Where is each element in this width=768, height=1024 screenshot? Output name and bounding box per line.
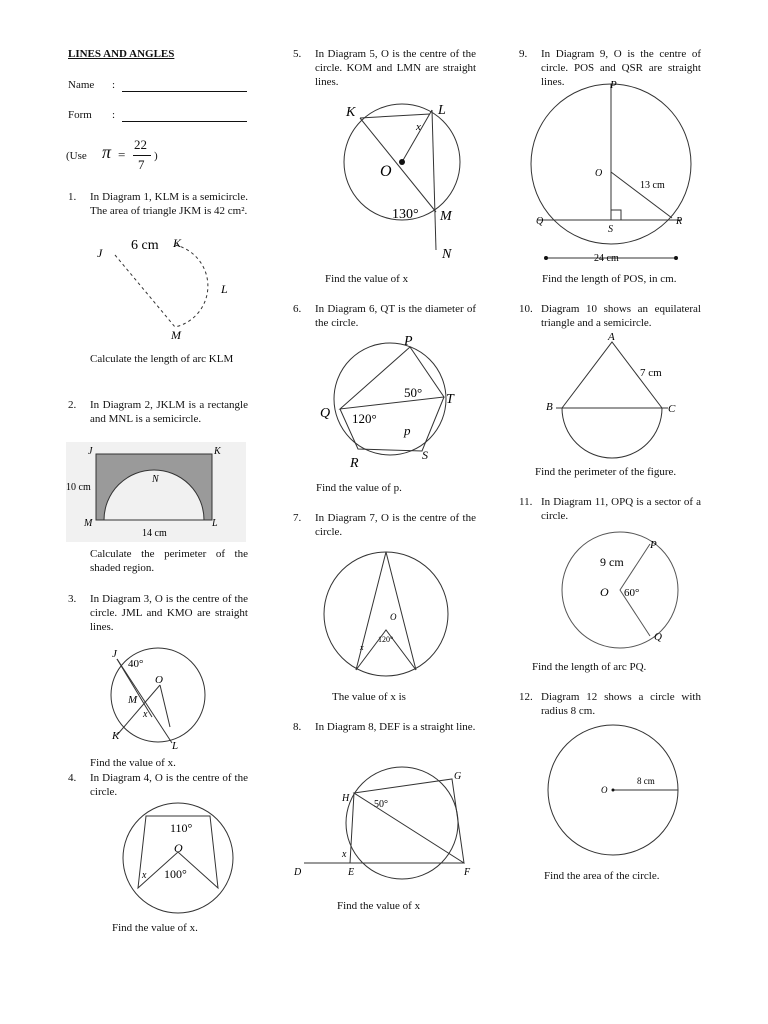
pi-note-prefix: (Use — [66, 150, 87, 162]
label-L: L — [438, 103, 446, 118]
caption-7: The value of x is — [332, 691, 406, 703]
label-60deg: 60° — [624, 587, 640, 599]
question-11 — [519, 495, 701, 523]
label-O: O — [155, 674, 163, 686]
question-text: In Diagram 2, JKLM is a rectangle and MNL is a semicircle. — [90, 399, 248, 425]
question-number: 7. — [293, 512, 302, 524]
label-J: J — [97, 246, 103, 260]
diagram-2 — [66, 442, 246, 542]
label-K: K — [214, 446, 221, 457]
label-x: x — [360, 643, 364, 652]
label-100deg: 100° — [164, 867, 187, 881]
label-110deg: 110° — [170, 821, 193, 835]
label-L: L — [212, 518, 218, 529]
question-number: 6. — [293, 303, 302, 315]
pi-note — [66, 138, 176, 174]
question-7 — [293, 511, 476, 539]
label-K: K — [112, 730, 120, 742]
question-text: In Diagram 1, KLM is a semicircle. The area of triangle JKM is 42 cm². — [90, 191, 248, 217]
question-text: In Diagram 9, O is the centre of circle. POS and QSR are straight lines. — [541, 48, 701, 88]
label-x: x — [416, 121, 421, 133]
question-number: 9. — [519, 48, 528, 60]
diagram-5 — [340, 100, 470, 260]
label-x: x — [142, 870, 147, 881]
label-L: L — [221, 282, 228, 296]
label-L: L — [172, 740, 179, 752]
question-10 — [519, 302, 701, 330]
question-8 — [293, 720, 476, 734]
label-p: p — [404, 423, 411, 438]
diagram-7 — [320, 550, 450, 680]
question-number: 1. — [68, 191, 77, 203]
label-K: K — [346, 105, 356, 120]
caption-8: Find the value of x — [337, 900, 421, 912]
label-S: S — [422, 448, 428, 462]
form-colon: : — [112, 109, 116, 121]
label-J: J — [112, 648, 117, 660]
diagram-6 — [318, 335, 463, 470]
diagram-9 — [532, 78, 702, 268]
question-2 — [68, 398, 248, 426]
label-13cm: 13 cm — [640, 180, 665, 191]
label-A: A — [608, 331, 615, 343]
label-E: E — [348, 867, 355, 878]
label-x: x — [342, 849, 347, 860]
caption-11: Find the length of arc PQ. — [532, 661, 647, 673]
label-D: D — [294, 867, 302, 878]
caption-10: Find the perimeter of the figure. — [535, 466, 677, 478]
pi-equals: = — [118, 147, 126, 162]
question-text: In Diagram 8, DEF is a straight line. — [315, 721, 476, 733]
question-1 — [68, 190, 248, 218]
label-M: M — [171, 328, 181, 342]
question-5 — [293, 47, 476, 89]
diagram-3 — [100, 645, 210, 755]
question-4 — [68, 771, 248, 799]
caption-9: Find the length of POS, in cm. — [542, 273, 677, 285]
label-O: O — [601, 785, 608, 795]
question-number: 5. — [293, 48, 302, 60]
label-O: O — [600, 585, 609, 599]
label-N: N — [152, 474, 159, 485]
question-text: In Diagram 5, O is the centre of the circle. KOM and LMN are straight lines. — [315, 48, 476, 88]
label-M: M — [84, 518, 93, 529]
question-number: 4. — [68, 772, 77, 784]
label-120deg: 120° — [352, 411, 377, 426]
label-O: O — [390, 612, 397, 622]
diagram-4 — [120, 800, 240, 915]
label-Q: Q — [320, 406, 331, 421]
pi-symbol: π — [102, 142, 112, 162]
label-J: J — [88, 446, 93, 457]
diagram-12 — [545, 722, 685, 862]
label-F: F — [464, 867, 471, 878]
label-N: N — [442, 247, 452, 262]
question-number: 3. — [68, 593, 77, 605]
label-K: K — [173, 236, 182, 250]
label-130deg: 130° — [392, 207, 419, 222]
label-8cm: 8 cm — [637, 776, 655, 786]
caption-3: Find the value of x. — [90, 757, 176, 769]
diagram-10 — [542, 330, 702, 460]
caption-1: Calculate the length of arc KLM — [90, 353, 234, 365]
question-text: In Diagram 3, O is the centre of the circle. JML and KMO are straight lines. — [90, 593, 248, 633]
label-P: P — [650, 539, 657, 551]
label-9cm: 9 cm — [600, 555, 624, 569]
pi-note-suffix: ) — [154, 150, 158, 162]
label-M: M — [128, 694, 138, 706]
question-12 — [519, 690, 701, 718]
name-colon: : — [112, 79, 116, 91]
worksheet-title: LINES AND ANGLES — [68, 48, 175, 60]
label-B: B — [546, 401, 553, 413]
label-R: R — [676, 216, 683, 227]
label-120deg: 120° — [378, 635, 394, 644]
question-text: Diagram 10 shows an equilateral triangle and a semicircle. — [541, 303, 701, 329]
label-6cm: 6 cm — [131, 238, 159, 253]
question-text: In Diagram 11, OPQ is a sector of a circle. — [541, 496, 701, 522]
label-50deg: 50° — [404, 385, 423, 400]
question-text: In Diagram 4, O is the centre of the circle. — [90, 772, 248, 798]
label-C: C — [668, 403, 676, 415]
name-blank[interactable] — [122, 91, 247, 92]
question-6 — [293, 302, 476, 330]
form-label: Form — [68, 109, 92, 121]
question-3 — [68, 592, 248, 634]
question-number: 10. — [519, 303, 533, 315]
label-O: O — [595, 168, 603, 179]
question-number: 2. — [68, 399, 77, 411]
label-R: R — [350, 456, 359, 471]
question-number: 8. — [293, 721, 302, 733]
question-text: In Diagram 6, QT is the diameter of the circle. — [315, 303, 476, 329]
pi-denominator: 7 — [138, 157, 145, 172]
name-label: Name — [68, 79, 95, 91]
label-50deg: 50° — [374, 799, 388, 810]
question-text: In Diagram 7, O is the centre of the circle. — [315, 512, 476, 538]
label-M: M — [440, 209, 452, 224]
label-40deg: 40° — [128, 658, 144, 670]
question-number: 11. — [519, 496, 533, 508]
caption-6: Find the value of p. — [316, 482, 402, 494]
diagram-1 — [95, 235, 245, 345]
caption-2: Calculate the perimeter of the shaded region. — [90, 548, 248, 574]
label-H: H — [342, 793, 350, 804]
label-G: G — [454, 771, 462, 782]
question-number: 12. — [519, 691, 533, 703]
label-P: P — [610, 79, 617, 91]
form-blank[interactable] — [122, 121, 247, 122]
label-O: O — [174, 841, 183, 855]
question-text: Diagram 12 shows a circle with radius 8 cm. — [541, 691, 701, 717]
label-Q: Q — [654, 631, 662, 643]
label-24cm: 24 cm — [594, 253, 619, 264]
label-T: T — [446, 392, 454, 407]
label-P: P — [404, 334, 413, 349]
label-x: x — [143, 709, 148, 720]
label-O: O — [380, 163, 392, 180]
caption-5: Find the value of x — [325, 273, 409, 285]
label-10cm: 10 cm — [66, 482, 91, 493]
diagram-8 — [292, 765, 472, 887]
label-S: S — [608, 224, 613, 235]
label-14cm: 14 cm — [142, 528, 167, 539]
caption-4: Find the value of x. — [112, 922, 198, 934]
label-Q: Q — [536, 216, 544, 227]
pi-numerator: 22 — [134, 137, 147, 152]
caption-12: Find the area of the circle. — [544, 870, 660, 882]
label-7cm: 7 cm — [640, 367, 662, 379]
diagram-11 — [552, 528, 702, 648]
